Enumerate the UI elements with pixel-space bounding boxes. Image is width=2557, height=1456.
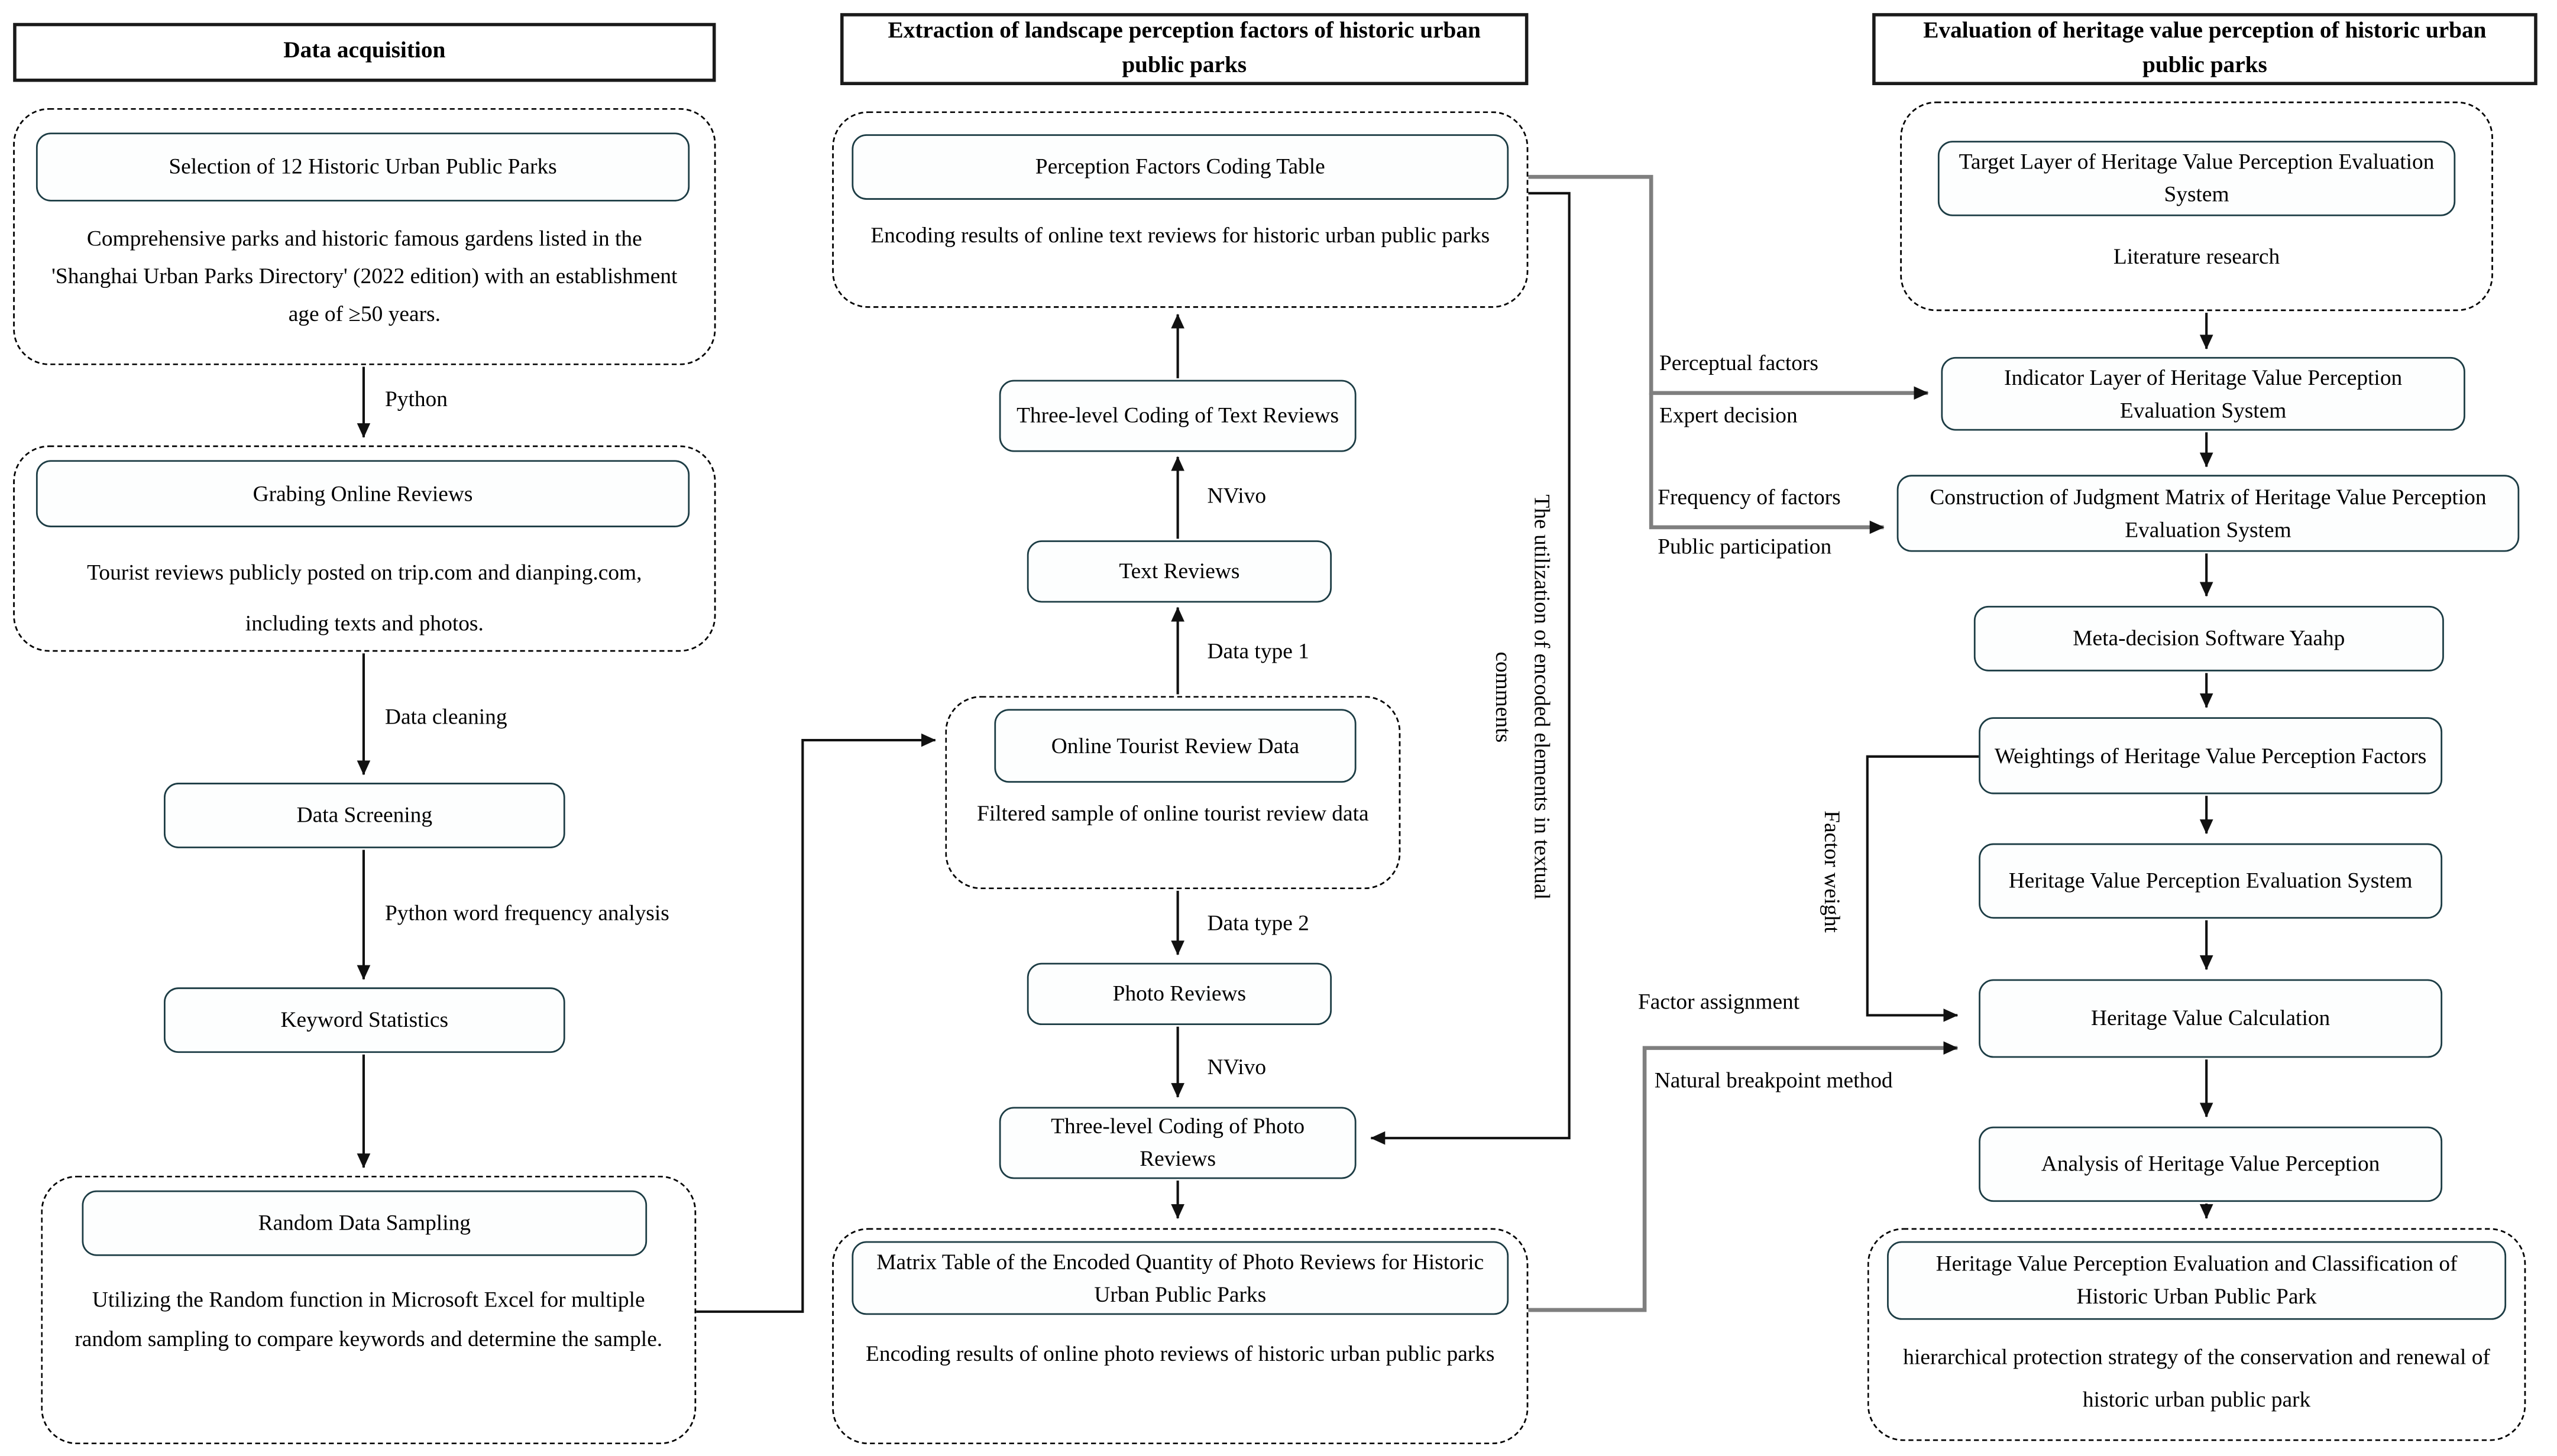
desc-grabbing-online-reviews: Tourist reviews publicly posted on trip.com and dianping.com, including texts and photos. [87, 560, 642, 635]
label-factor-assignment: Factor assignment [1638, 989, 1800, 1014]
node-judgment-matrix: Construction of Judgment Matrix of Heritage Value Perception Evaluation System [1897, 475, 2520, 552]
node-yaahp-software: Meta-decision Software Yaahp [1974, 606, 2444, 672]
label-nvivo-text: NVivo [1207, 483, 1267, 508]
node-online-tourist-review-data: Online Tourist Review Data [994, 709, 1356, 783]
desc-matrix-table: Encoding results of online photo reviews of historic urban public parks [866, 1341, 1495, 1366]
label-data-type-1: Data type 1 [1207, 638, 1309, 663]
header-data-acquisition: Data acquisition [13, 23, 716, 82]
node-photo-reviews: Photo Reviews [1027, 963, 1332, 1025]
node-keyword-statistics: Keyword Statistics [164, 987, 565, 1053]
label-factor-weight-vertical: Factor weight [1820, 810, 1845, 932]
note-encoded-elements-vertical: The utilization of encoded elements in textual comments [1491, 495, 1555, 900]
node-heritage-value-calculation: Heritage Value Calculation [1979, 979, 2442, 1058]
node-data-screening: Data Screening [164, 783, 565, 848]
node-indicator-layer: Indicator Layer of Heritage Value Perception Evaluation System [1941, 357, 2465, 431]
node-weightings: Weightings of Heritage Value Perception Factors [1979, 717, 2442, 794]
desc-classification: hierarchical protection strategy of the conservation and renewal of historic urban public park [1903, 1344, 2490, 1411]
desc-literature-research: Literature research [2113, 244, 2280, 269]
node-target-layer: Target Layer of Heritage Value Perception Evaluation System [1938, 141, 2455, 216]
label-word-frequency-analysis: Python word frequency analysis [384, 900, 669, 926]
node-perception-factors-coding-table: Perception Factors Coding Table [852, 134, 1509, 200]
node-matrix-table: Matrix Table of the Encoded Quantity of Photo Reviews for Historic Urban Public Parks [852, 1241, 1509, 1315]
header-heritage-evaluation: Evaluation of heritage value perception of historic urban public parks [1872, 13, 2537, 85]
label-public-participation: Public participation [1658, 534, 1832, 559]
node-three-level-coding-photo: Three-level Coding of Photo Reviews [999, 1107, 1357, 1179]
label-data-cleaning: Data cleaning [384, 704, 507, 729]
node-random-data-sampling: Random Data Sampling [82, 1191, 648, 1256]
desc-coding-table: Encoding results of online text reviews for historic urban public parks [870, 222, 1490, 248]
node-text-reviews: Text Reviews [1027, 540, 1332, 602]
label-natural-breakpoint-method: Natural breakpoint method [1654, 1068, 1893, 1092]
node-analysis-heritage-value: Analysis of Heritage Value Perception [1979, 1127, 2442, 1202]
label-python: Python [384, 386, 448, 411]
desc-selection-of-parks: Comprehensive parks and historic famous gardens listed in the 'Shanghai Urban Parks Directory' (2022 edition) with an establishment age of ≥50 years. [51, 226, 678, 327]
node-selection-of-parks: Selection of 12 Historic Urban Public Parks [36, 132, 690, 201]
node-classification: Heritage Value Perception Evaluation and Classification of Historic Urban Public Park [1887, 1241, 2506, 1320]
node-evaluation-system: Heritage Value Perception Evaluation System [1979, 844, 2442, 919]
node-grabbing-online-reviews: Grabing Online Reviews [36, 460, 690, 527]
label-data-type-2: Data type 2 [1207, 910, 1309, 935]
desc-random-data-sampling: Utilizing the Random function in Microsoft Excel for multiple random sampling to compare keywords and determine the sample. [75, 1287, 663, 1352]
label-frequency-of-factors: Frequency of factors [1658, 484, 1841, 510]
node-three-level-coding-text: Three-level Coding of Text Reviews [999, 380, 1357, 452]
label-expert-decision: Expert decision [1659, 403, 1798, 427]
header-factor-extraction: Extraction of landscape perception factors of historic urban public parks [840, 13, 1528, 85]
label-nvivo-photo: NVivo [1207, 1054, 1267, 1079]
desc-online-tourist-review-data: Filtered sample of online tourist review data [977, 800, 1369, 826]
label-perceptual-factors: Perceptual factors [1659, 350, 1818, 375]
